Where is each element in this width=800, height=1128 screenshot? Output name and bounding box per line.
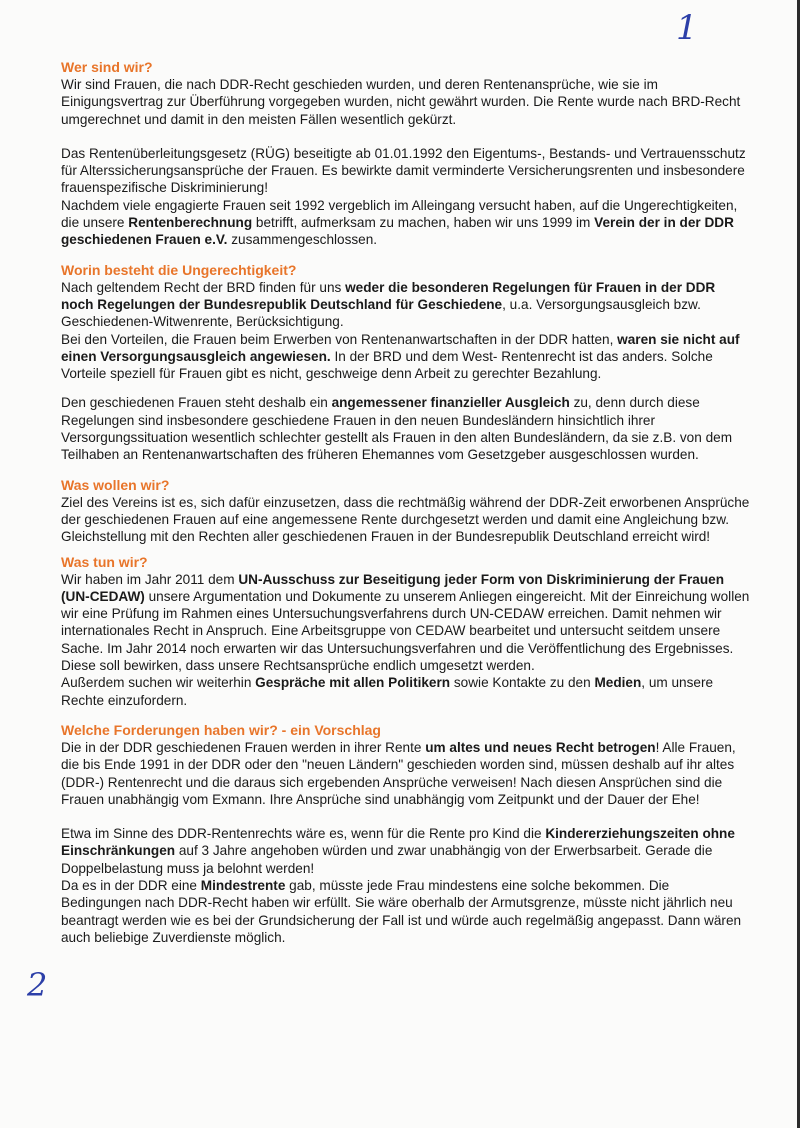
paragraph: Ziel des Vereins ist es, sich dafür einzusetzen, dass die rechtmäßig während der DDR-Zeit erworbenen Ansprüche der geschiedenen Frauen auf eine angemessene Rente durchgesetzt werden und damit eine Angleichung bzw. Gleichstellung mit den Rechten aller geschiedenen Frauen in der Bundesrepublik Deutschland erreicht wird! bbox=[61, 494, 750, 545]
paragraph: Das Rentenüberleitungsgesetz (RÜG) beseitigte ab 01.01.1992 den Eigentums-, Bestands- und Vertrauensschutz für Alterssicherungsansprüche der Frauen. Es bewirkte damit verminderte Versicherungsrenten und insbesondere frauenspezifische Diskriminierung! bbox=[61, 145, 746, 196]
emphasis: weder die besonderen Regelungen für Frauen in der DDR noch Regelungen der Bundesrepublik Deutschland für Geschiedene bbox=[61, 279, 716, 312]
emphasis: Mindestrente bbox=[200, 877, 286, 893]
handwritten-page-number: 1 bbox=[676, 8, 698, 48]
emphasis: waren sie nicht auf einen Versorgungsausgleich angewiesen. bbox=[61, 331, 740, 364]
section-heading: Was tun wir? bbox=[61, 553, 148, 570]
section-was-tun-wir bbox=[61, 553, 751, 709]
paragraph: Nach geltendem Recht der BRD finden für uns weder die besonderen Regelungen für Frauen in der DDR noch Regelungen der Bundesrepublik Deutschland für Geschiedene, u.a. Versorgungsausgleich bzw. Geschiedenen-Witwenrente, Berücksichtigung. bbox=[61, 279, 716, 330]
emphasis: um altes und neues Recht betrogen bbox=[425, 739, 656, 755]
section-heading: Worin besteht die Ungerechtigkeit? bbox=[61, 261, 297, 278]
paragraph: Nachdem viele engagierte Frauen seit 1992 vergeblich im Alleingang versucht haben, auf die Ungerechtigkeiten, die unsere Rentenberechnung betrifft, aufmerksam zu machen, haben wir uns 1999 im Verein der in der DDR geschiedenen Frauen e.V. zusammengeschlossen. bbox=[61, 197, 738, 248]
emphasis: Rentenberechnung bbox=[128, 215, 253, 231]
handwritten-margin-mark: 2 bbox=[27, 966, 48, 1004]
paragraph: Die in der DDR geschiedenen Frauen werden in ihrer Rente um altes und neues Recht betrogen! Alle Frauen, die bis Ende 1991 in der DDR oder den "neuen Ländern" geschieden worden sind, müssen deshalb auf ihr altes (DDR-) Rentenrecht und die daraus sich ergebenden Ansprüche verweisen! Nach diesen Ansprüchen sind die Frauen unabhängig vom Exmann. Ihre Ansprüche sind unabhängig vom Zeitpunkt und der Dauer der Ehe! bbox=[61, 739, 736, 807]
emphasis: Medien bbox=[594, 675, 642, 691]
emphasis: angemessener finanzieller Ausgleich bbox=[331, 395, 570, 411]
paragraph: Etwa im Sinne des DDR-Rentenrechts wäre es, wenn für die Rente pro Kind die Kindererziehungszeiten ohne Einschränkungen auf 3 Jahre angehoben würden und zwar unabhängig von der Erwerbsarbeit. Gerade die Doppelbelastung muss ja belohnt werden! bbox=[61, 826, 735, 876]
paragraph: Bei den Vorteilen, die Frauen beim Erwerben von Rentenanwartschaften in der DDR hatten, waren sie nicht auf einen Versorgungsausgleich angewiesen. In der BRD und dem West- Rentenrecht ist das anders. Solche Vorteile speziell für Frauen gibt es nicht, geschweige denn Arbeit zu gerechter Bezahlung. bbox=[61, 331, 740, 382]
section-ungerechtigkeit bbox=[61, 261, 751, 464]
section-forderungen bbox=[61, 721, 751, 946]
emphasis: Gespräche mit allen Politikern bbox=[255, 675, 451, 691]
emphasis: Verein der in der DDR geschiedenen Frauen e.V. bbox=[61, 215, 734, 248]
section-heading: Wer sind wir? bbox=[61, 59, 153, 75]
section-wer-sind-wir bbox=[61, 58, 751, 249]
paragraph: Wir sind Frauen, die nach DDR-Recht geschieden wurden, und deren Rentenansprüche, wie sie im Einigungsvertrag zur Überführung vorgegeben wurden, nicht gewährt wurden. Die Rente wurde nach BRD-Recht umgerechnet und damit in den meisten Fällen wesentlich gekürzt. bbox=[61, 77, 741, 127]
section-heading: Welche Forderungen haben wir? - ein Vorschlag bbox=[61, 721, 381, 738]
emphasis: UN-Ausschuss zur Beseitigung jeder Form von Diskriminierung der Frauen (UN-CEDAW) bbox=[61, 571, 725, 604]
document-body bbox=[61, 58, 751, 946]
section-was-wollen-wir bbox=[61, 476, 751, 546]
emphasis: Kindererziehungszeiten ohne Einschränkungen bbox=[61, 826, 735, 859]
paragraph: Wir haben im Jahr 2011 dem UN-Ausschuss zur Beseitigung jeder Form von Diskriminierung der Frauen (UN-CEDAW) unsere Argumentation und Dokumente zu unserem Anliegen eingereicht. Mit der Einreichung wollen wir eine Prüfung im Rahmen eines Untersuchungsverfahrens durch UN-CEDAW erreichen. Damit nehmen wir internationales Recht in Anspruch. Eine Arbeitsgruppe von CEDAW bearbeitet und untersucht seitdem unsere Sache. Im Jahr 2014 noch erwarten wir das Untersuchungsverfahren und die Veröffentlichung des Ergebnisses. Diese soll bewirken, dass unsere Rechtsansprüche endlich umgesetzt werden. bbox=[61, 571, 750, 674]
paragraph: Den geschiedenen Frauen steht deshalb ein angemessener finanzieller Ausgleich zu, denn durch diese Regelungen sind insbesondere geschiedene Frauen in den neuen Bundesländern hinsichtlich ihrer Versorgungssituation wesentlich schlechter gestellt als Frauen in den alten Bundesländern, da sie z.B. von dem Teilhaben an Rentenanwartschaften des früheren Ehemannes vom Gesetzgeber ausgeschlossen wurden. bbox=[61, 395, 733, 463]
paragraph: Da es in der DDR eine Mindestrente gab, müsste jede Frau mindestens eine solche bekommen. Die Bedingungen nach DDR-Recht haben wir erfüllt. Sie wäre oberhalb der Armutsgrenze, müsste nicht jährlich neu beantragt werden wie es bei der Grundsicherung der Fall ist und würde auch regelmäßig angepasst. Dann wären auch beliebige Zuverdienste möglich. bbox=[61, 877, 742, 945]
section-heading: Was wollen wir? bbox=[61, 476, 170, 493]
paragraph: Außerdem suchen wir weiterhin Gespräche mit allen Politikern sowie Kontakte zu den Medien, um unsere Rechte einzufordern. bbox=[61, 675, 714, 708]
